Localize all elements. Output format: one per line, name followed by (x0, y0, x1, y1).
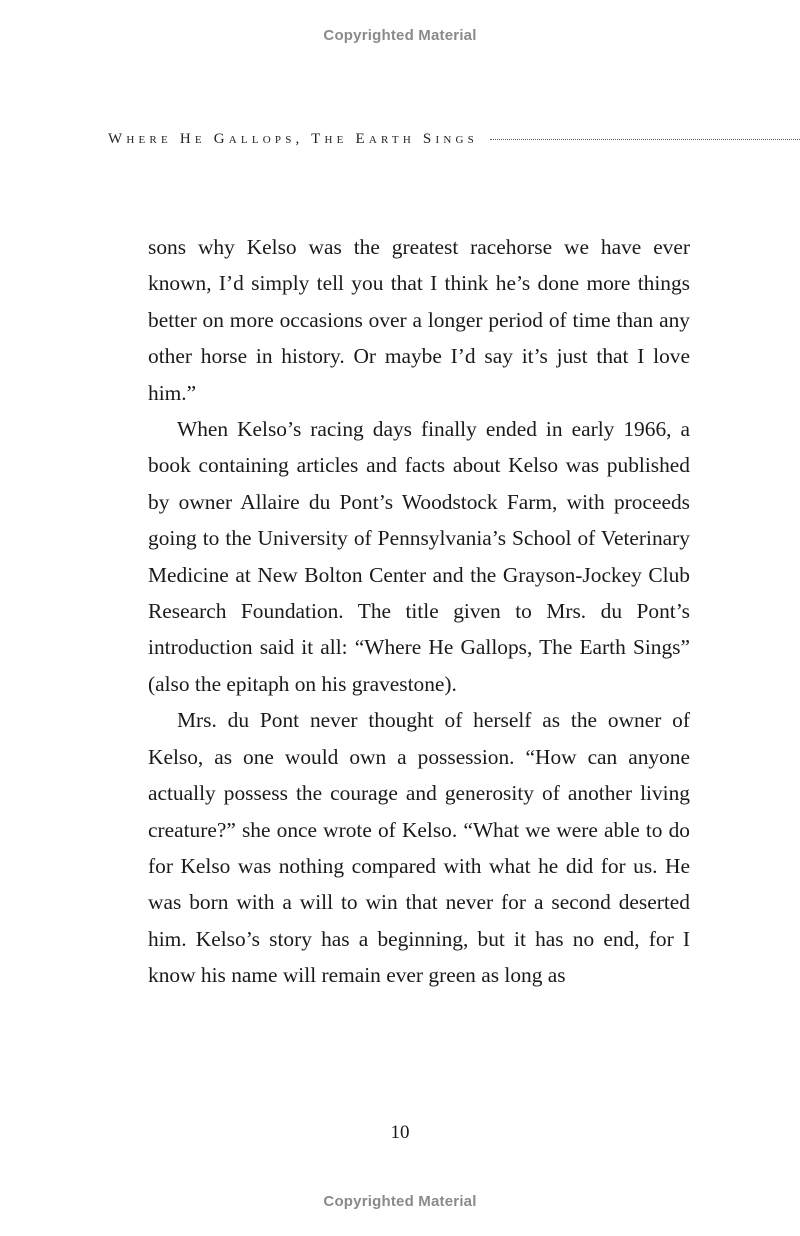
running-head-dotted-rule (490, 139, 800, 140)
copyright-watermark-bottom: Copyrighted Material (323, 1193, 477, 1210)
page-number: 10 (390, 1122, 410, 1143)
paragraph: Mrs. du Pont never thought of herself as the owner of Kelso, as one would own a possession. “How can anyone actually possess the courage and generosity of another living creature?” she once wrote of Kelso. “What we were able to do for Kelso was nothing compared with what he did for us. He was born with a will to win that never for a second deserted him. Kelso’s story has a beginning, but it has no end, for I know his name will remain ever green as long as (148, 708, 690, 988)
paragraph-continued: sons why Kelso was the greatest racehorse we have ever known, I’d simply tell you that I think he’s done more things better on more occasions over a longer period of time than any other horse in history. Or maybe I’d say it’s just that I love him.” (148, 235, 690, 405)
paragraph: When Kelso’s racing days finally ended in early 1966, a book containing articles and facts about Kelso was published by owner Allaire du Pont’s Woodstock Farm, with proceeds going to the University of Pennsylvania’s School of Veterinary Medicine at New Bolton Center and the Grayson-Jockey Club Research Foundation. The title given to Mrs. du Pont’s introduction said it all: “Where He Gallops, The Earth Sings” (also the epitaph on his gravestone). (148, 417, 690, 696)
body-text (148, 229, 690, 994)
running-head (108, 131, 800, 148)
running-head-title: Where He Gallops, The Earth Sings (108, 131, 478, 147)
copyright-watermark-top: Copyrighted Material (323, 27, 477, 44)
